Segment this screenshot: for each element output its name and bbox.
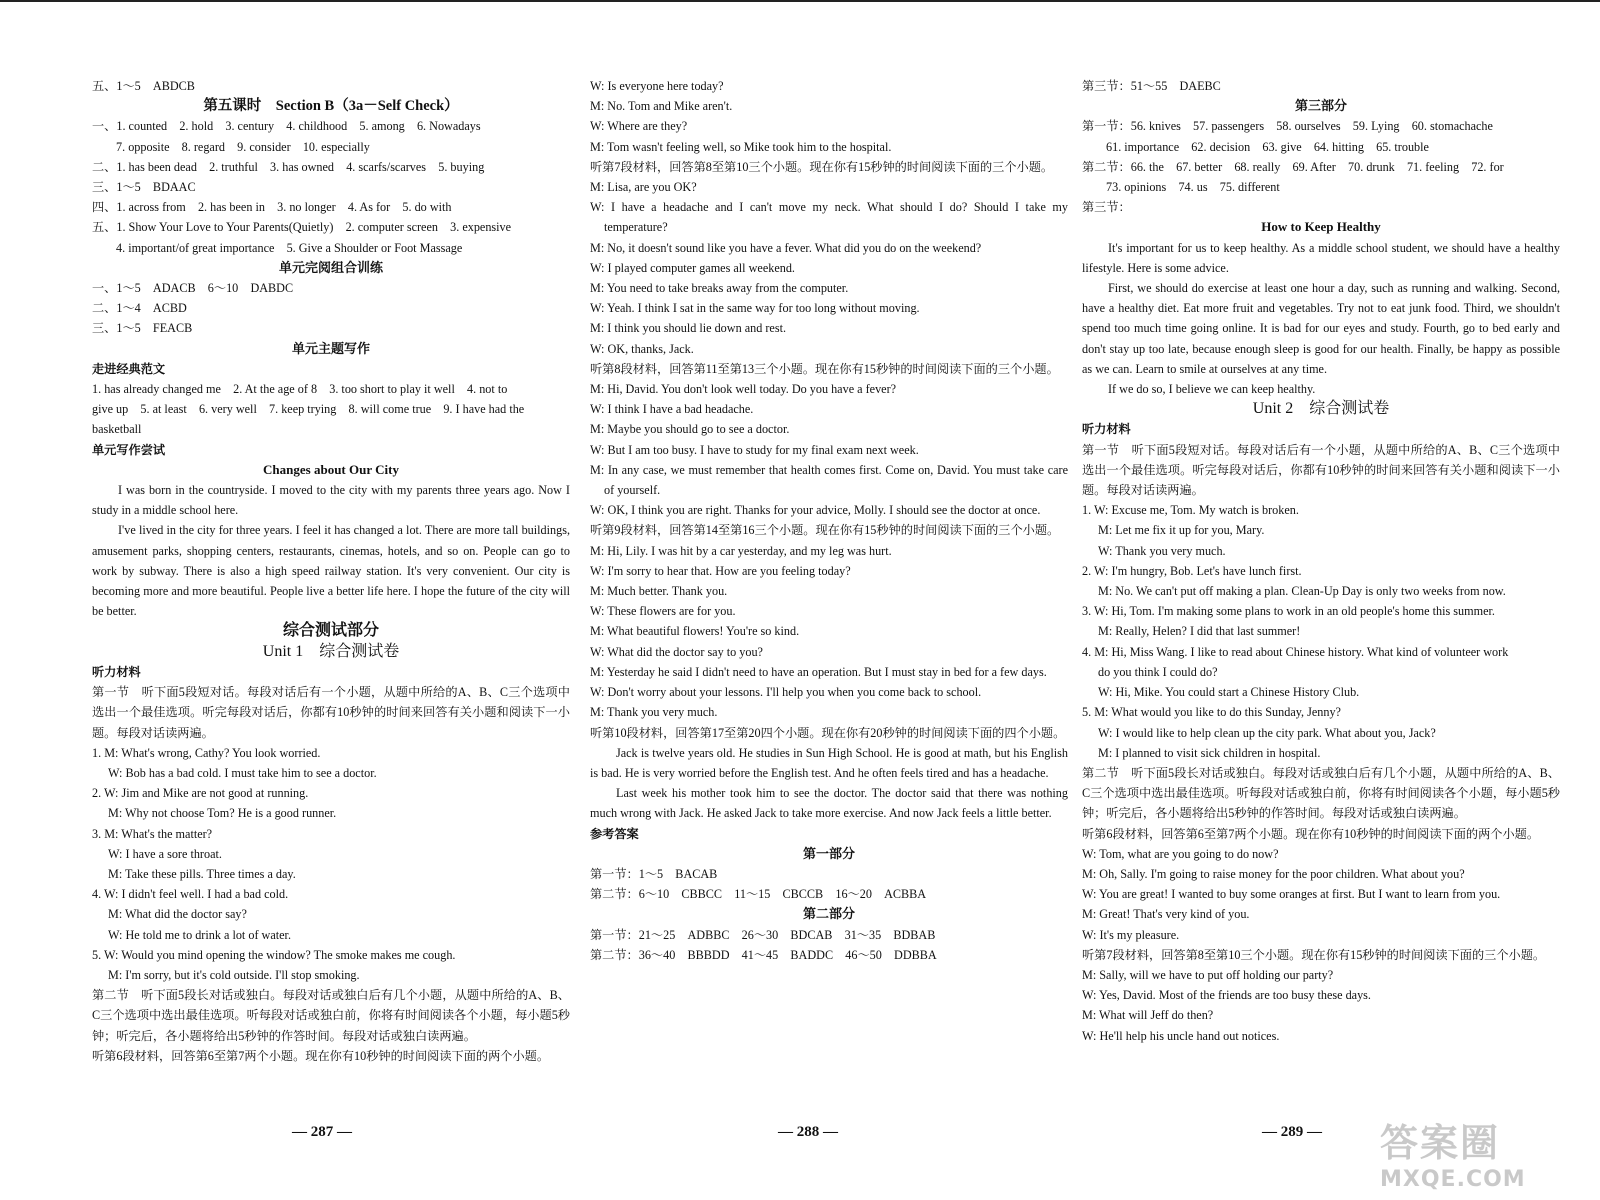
col3-line: W: He'll help his uncle hand out notices. bbox=[1082, 1028, 1280, 1043]
col1-line: 走进经典范文 bbox=[92, 361, 166, 376]
col2-line: M: In any case, we must remember that health comes first. Come on, David. You must take care of yourself. bbox=[590, 462, 1068, 498]
col3-line: M: Great! That's very kind of you. bbox=[1082, 907, 1250, 922]
col2-line: M: Much better. Thank you. bbox=[590, 584, 728, 599]
col2-line: 听第7段材料，回答第8至第10三个小题。现在你有15秒钟的时间阅读下面的三个小题。 bbox=[590, 159, 1054, 174]
col3-line: W: You are great! I wanted to buy some oranges at first. But I want to learn from you. bbox=[1082, 887, 1501, 902]
col2-line: 听第8段材料，回答第11至第13三个小题。现在你有15秒钟的时间阅读下面的三个小题。 bbox=[590, 361, 1059, 376]
col2-line: W: OK, thanks, Jack. bbox=[590, 341, 694, 356]
col2-line: 第一节：1～5 BACAB bbox=[590, 866, 718, 881]
col1-line: 2. W: Jim and Mike are not good at running. bbox=[92, 786, 309, 801]
col2-line: M: Maybe you should go to see a doctor. bbox=[590, 422, 790, 437]
col1-line: M: I'm sorry, but it's cold outside. I'll stop smoking. bbox=[108, 967, 360, 982]
col1-line: 听力材料 bbox=[92, 664, 141, 679]
col3-line: 第三节： bbox=[1082, 200, 1131, 215]
col2-line: W: I have a headache and I can't move my neck. What should I do? Should I take my temperature? bbox=[590, 200, 1068, 235]
col1-line: 一、1～5 ADACB 6～10 DABDC bbox=[92, 281, 294, 296]
col2-line: M: Lisa, are you OK? bbox=[590, 180, 697, 195]
col1-line: I've lived in the city for three years. I feel it has changed a lot. There are more tall buildings, amusement parks, shopping centers, restaurants, cinemas, hotels, and so on. People can go to work by subway. There is also a high speed railway station. It's very convenient. Our city is becoming more and more beautiful. People live a better life here. I hope the future of the city will be better. bbox=[92, 523, 570, 619]
col3-line: M: What will Jeff do then? bbox=[1082, 1008, 1214, 1023]
col3-line: W: Yes, David. Most of the friends are too busy these days. bbox=[1082, 988, 1371, 1003]
col3-line: 3. W: Hi, Tom. I'm making some plans to work in an old people's home this summer. bbox=[1082, 604, 1495, 619]
col2-line: W: Don't worry about your lessons. I'll help you when you come back to school. bbox=[590, 685, 982, 700]
col3-line: It's important for us to keep healthy. As a middle school student, we should have a healthy lifestyle. Here is some advice. bbox=[1082, 240, 1560, 275]
col2-line: M: You need to take breaks away from the computer. bbox=[590, 281, 849, 296]
col2-line: Last week his mother took him to see the doctor. The doctor said that there was nothing much wrong with Jack. He asked Jack to take more exercise. And now Jack feels a little better. bbox=[590, 786, 1068, 821]
col1-line: W: I have a sore throat. bbox=[108, 846, 222, 861]
col2-line: M: No, it doesn't sound like you have a fever. What did you do on the weekend? bbox=[590, 240, 982, 255]
col2-line: W: I think I have a bad headache. bbox=[590, 402, 754, 417]
page-number-288: — 288 — bbox=[778, 1124, 838, 1140]
scan-top-edge bbox=[0, 0, 1600, 2]
col3-line: M: Oh, Sally. I'm going to raise money for the poor children. What about you? bbox=[1082, 866, 1465, 881]
col1-line: 三、1～5 FEACB bbox=[92, 321, 193, 336]
col1-line: W: Bob has a bad cold. I must take him to see a doctor. bbox=[108, 765, 377, 780]
col1-line: 单元主题写作 bbox=[291, 340, 370, 356]
col1-line: M: Why not choose Tom? He is a good runner. bbox=[108, 806, 337, 821]
col2-line: 参考答案 bbox=[590, 826, 639, 841]
col3-line: W: It's my pleasure. bbox=[1082, 927, 1180, 942]
col1-line: 5. W: Would you mind opening the window? The smoke makes me cough. bbox=[92, 947, 456, 962]
col2-line: 听第9段材料，回答第14至第16三个小题。现在你有15秒钟的时间阅读下面的三个小题。 bbox=[590, 523, 1060, 538]
watermark-logo bbox=[1380, 1112, 1570, 1192]
col3-line: do you think I could do? bbox=[1098, 664, 1218, 679]
col3-line: How to Keep Healthy bbox=[1261, 219, 1381, 235]
col2-line: 听第10段材料，回答第17至第20四个小题。现在你有20秒钟的时间阅读下面的四个小题。 bbox=[590, 725, 1066, 740]
col1-line: W: He told me to drink a lot of water. bbox=[108, 927, 291, 942]
col2-line: W: I played computer games all weekend. bbox=[590, 260, 795, 275]
col3-line: 第三部分 bbox=[1294, 98, 1347, 114]
col1-line: 1. M: What's wrong, Cathy? You look worried. bbox=[92, 745, 321, 760]
col3-line: 第一节 听下面5段短对话。每段对话后有一个小题，从题中所给的A、B、C三个选项中选出一个最佳选项。听完每段对话后，你都有10秒钟的时间来回答有关小题和阅读下一小题。每段对话读两遍。 bbox=[1082, 442, 1560, 498]
col2-line: W: I'm sorry to hear that. How are you feeling today? bbox=[590, 563, 851, 578]
col2-line: 第二部分 bbox=[802, 906, 855, 922]
col2-line: 第二节：36～40 BBBDD 41～45 BADDC 46～50 DDBBA bbox=[590, 947, 937, 962]
col1-line: 五、1. Show Your Love to Your Parents(Quietly) 2. computer screen 3. expensive bbox=[92, 220, 512, 235]
col3-line: 73. opinions 74. us 75. different bbox=[1106, 180, 1280, 195]
page-289-column bbox=[1082, 76, 1560, 1046]
col1-line: 第二节 听下面5段长对话或独白。每段对话或独白后有几个小题，从题中所给的A、B、C三个选项中选出最佳选项。听每段对话或独白前，你将有时间阅读各个小题，每小题5秒钟；听完后，各小题将给出5秒钟的作答时间。每段对话或独白读两遍。 bbox=[92, 988, 570, 1043]
col1-line: give up 5. at least 6. very well 7. keep trying 8. will come true 9. I have had the bbox=[92, 402, 525, 417]
col2-line: M: Thank you very much. bbox=[590, 705, 718, 720]
col2-line: W: These flowers are for you. bbox=[590, 604, 736, 619]
col3-line: 2. W: I'm hungry, Bob. Let's have lunch first. bbox=[1082, 563, 1302, 578]
page-288-column bbox=[590, 76, 1068, 965]
col3-line: 1. W: Excuse me, Tom. My watch is broken. bbox=[1082, 503, 1299, 518]
col2-line: W: But I am too busy. I have to study for my final exam next week. bbox=[590, 442, 919, 457]
col2-line: M: What beautiful flowers! You're so kind. bbox=[590, 624, 800, 639]
col1-line: 4. W: I didn't feel well. I had a bad cold. bbox=[92, 887, 289, 902]
col1-line: 4. important/of great importance 5. Give a Shoulder or Foot Massage bbox=[116, 240, 463, 255]
col3-line: 4. M: Hi, Miss Wang. I like to read about Chinese history. What kind of volunteer work bbox=[1082, 644, 1509, 659]
col3-line: M: Really, Helen? I did that last summer! bbox=[1098, 624, 1301, 639]
col3-line: 61. importance 62. decision 63. give 64. hitting 65. trouble bbox=[1106, 139, 1429, 154]
col1-line: 听第6段材料，回答第6至第7两个小题。现在你有10秒钟的时间阅读下面的两个小题。 bbox=[92, 1048, 550, 1063]
col3-line: W: Hi, Mike. You could start a Chinese History Club. bbox=[1098, 685, 1360, 700]
page-number-289: — 289 — bbox=[1262, 1124, 1322, 1140]
col1-line: 二、1～4 ACBD bbox=[92, 301, 187, 316]
col3-line: W: Thank you very much. bbox=[1098, 543, 1226, 558]
col3-line: M: Let me fix it up for you, Mary. bbox=[1098, 523, 1265, 538]
col2-line: M: Yesterday he said I didn't need to have an operation. But I must stay in bed for a few days. bbox=[590, 664, 1047, 679]
col3-line: 第一节：56. knives 57. passengers 58. ourselves 59. Lying 60. stomachache bbox=[1082, 119, 1493, 134]
col1-line: 综合测试部分 bbox=[282, 622, 379, 640]
col2-line: W: What did the doctor say to you? bbox=[590, 644, 763, 659]
col2-line: M: Tom wasn't feeling well, so Mike took him to the hospital. bbox=[590, 139, 892, 154]
col1-line: I was born in the countryside. I moved to the city with my parents three years ago. Now I study in a middle school here. bbox=[92, 483, 570, 518]
col1-line: 7. opposite 8. regard 9. consider 10. especially bbox=[116, 139, 370, 154]
col1-line: 单元完阅组合训练 bbox=[278, 259, 383, 275]
col3-line: 第二节：66. the 67. better 68. really 69. After 70. drunk 71. feeling 72. for bbox=[1082, 159, 1504, 174]
col3-line: Unit 2 综合测试卷 bbox=[1252, 400, 1390, 418]
col1-line: 一、1. counted 2. hold 3. century 4. childhood 5. among 6. Nowadays bbox=[92, 119, 481, 134]
col2-line: M: No. Tom and Mike aren't. bbox=[590, 99, 733, 114]
watermark-line1: 答案圈 bbox=[1380, 1121, 1501, 1165]
col1-line: 第五课时 Section B（3a－Self Check） bbox=[203, 98, 459, 115]
col2-line: W: Is everyone here today? bbox=[590, 79, 724, 93]
col1-line: 1. has already changed me 2. At the age of 8 3. too short to play it well 4. not to bbox=[92, 382, 508, 397]
col1-line: 三、1～5 BDAAC bbox=[92, 180, 196, 195]
col2-line: 第二节：6～10 CBBCC 11～15 CBCCB 16～20 ACBBA bbox=[590, 887, 927, 902]
page-number-287: — 287 — bbox=[292, 1124, 352, 1140]
col1-line: basketball bbox=[92, 422, 142, 437]
col1-line: M: What did the doctor say? bbox=[108, 907, 247, 922]
col1-line: 二、1. has been dead 2. truthful 3. has owned 4. scarfs/scarves 5. buying bbox=[92, 159, 485, 174]
col3-line: M: Sally, will we have to put off holding our party? bbox=[1082, 967, 1334, 982]
col2-line: W: Where are they? bbox=[590, 119, 688, 134]
col3-line: 5. M: What would you like to do this Sunday, Jenny? bbox=[1082, 705, 1341, 720]
col2-line: 第一部分 bbox=[802, 845, 855, 861]
col3-line: 听力材料 bbox=[1082, 422, 1131, 437]
col3-line: First, we should do exercise at least one hour a day, such as running and walking. Second, have a healthy diet. Eat more fruit and vegetables. Try not to eat junk food. Third, we shouldn't spend too much time going online. It is bad for our eyes and study. Fourth, go to bed early and don't stay up too late, because enough sleep is good for our health. Finally, be happy as possible as we can. Learn to smile at ourselves at any time. bbox=[1082, 281, 1560, 376]
col1-line: Unit 1 综合测试卷 bbox=[262, 642, 400, 660]
col3-line: If we do so, I believe we can keep healthy. bbox=[1108, 382, 1316, 397]
col1-line: M: Take these pills. Three times a day. bbox=[108, 866, 296, 881]
col1-line: 3. M: What's the matter? bbox=[92, 826, 213, 841]
col2-line: M: I think you should lie down and rest. bbox=[590, 321, 786, 336]
col3-line: 第三节：51～55 DAEBC bbox=[1082, 79, 1221, 93]
col3-line: 听第6段材料，回答第6至第7两个小题。现在你有10秒钟的时间阅读下面的两个小题。 bbox=[1082, 826, 1540, 841]
page-287-column bbox=[92, 76, 570, 1066]
col2-line: W: Yeah. I think I sat in the same way for too long without moving. bbox=[590, 301, 920, 316]
col1-line: 五、1～5 ABDCB bbox=[92, 79, 195, 93]
col2-line: 第一节：21～25 ADBBC 26～30 BDCAB 31～35 BDBAB bbox=[590, 927, 936, 942]
col3-line: M: No. We can't put off making a plan. Clean-Up Day is only two weeks from now. bbox=[1098, 584, 1506, 599]
col1-line: Changes about Our City bbox=[263, 461, 399, 477]
col2-line: Jack is twelve years old. He studies in Sun High School. He is good at math, but his English is bad. He is very worried before the English test. And he often feels tired and has a headache. bbox=[590, 745, 1068, 780]
watermark-line2: MXQE.COM bbox=[1380, 1167, 1526, 1192]
col2-line: M: Hi, Lily. I was hit by a car yesterday, and my leg was hurt. bbox=[590, 543, 892, 558]
col2-line: M: Hi, David. You don't look well today. Do you have a fever? bbox=[590, 382, 897, 397]
col3-line: M: I planned to visit sick children in hospital. bbox=[1098, 745, 1321, 760]
col1-line: 单元写作尝试 bbox=[92, 442, 166, 457]
col3-line: 听第7段材料，回答第8至第10三个小题。现在你有15秒钟的时间阅读下面的三个小题。 bbox=[1082, 947, 1546, 962]
col2-line: W: OK, I think you are right. Thanks for your advice, Molly. I should see the doctor at once. bbox=[590, 503, 1041, 518]
col3-line: W: I would like to help clean up the city park. What about you, Jack? bbox=[1098, 725, 1436, 740]
col3-line: 第二节 听下面5段长对话或独白。每段对话或独白后有几个小题，从题中所给的A、B、C三个选项中选出最佳选项。听每段对话或独白前，你将有时间阅读各个小题，每小题5秒钟；听完后，各小题将给出5秒钟的作答时间。每段对话或独白读两遍。 bbox=[1082, 765, 1560, 821]
col1-line: 第一节 听下面5段短对话。每段对话后有一个小题，从题中所给的A、B、C三个选项中选出一个最佳选项。听完每段对话后，你都有10秒钟的时间来回答有关小题和阅读下一小题。每段对话读两遍。 bbox=[92, 685, 570, 740]
col1-line: 四、1. across from 2. has been in 3. no longer 4. As for 5. do with bbox=[92, 200, 452, 215]
col3-line: W: Tom, what are you going to do now? bbox=[1082, 846, 1279, 861]
